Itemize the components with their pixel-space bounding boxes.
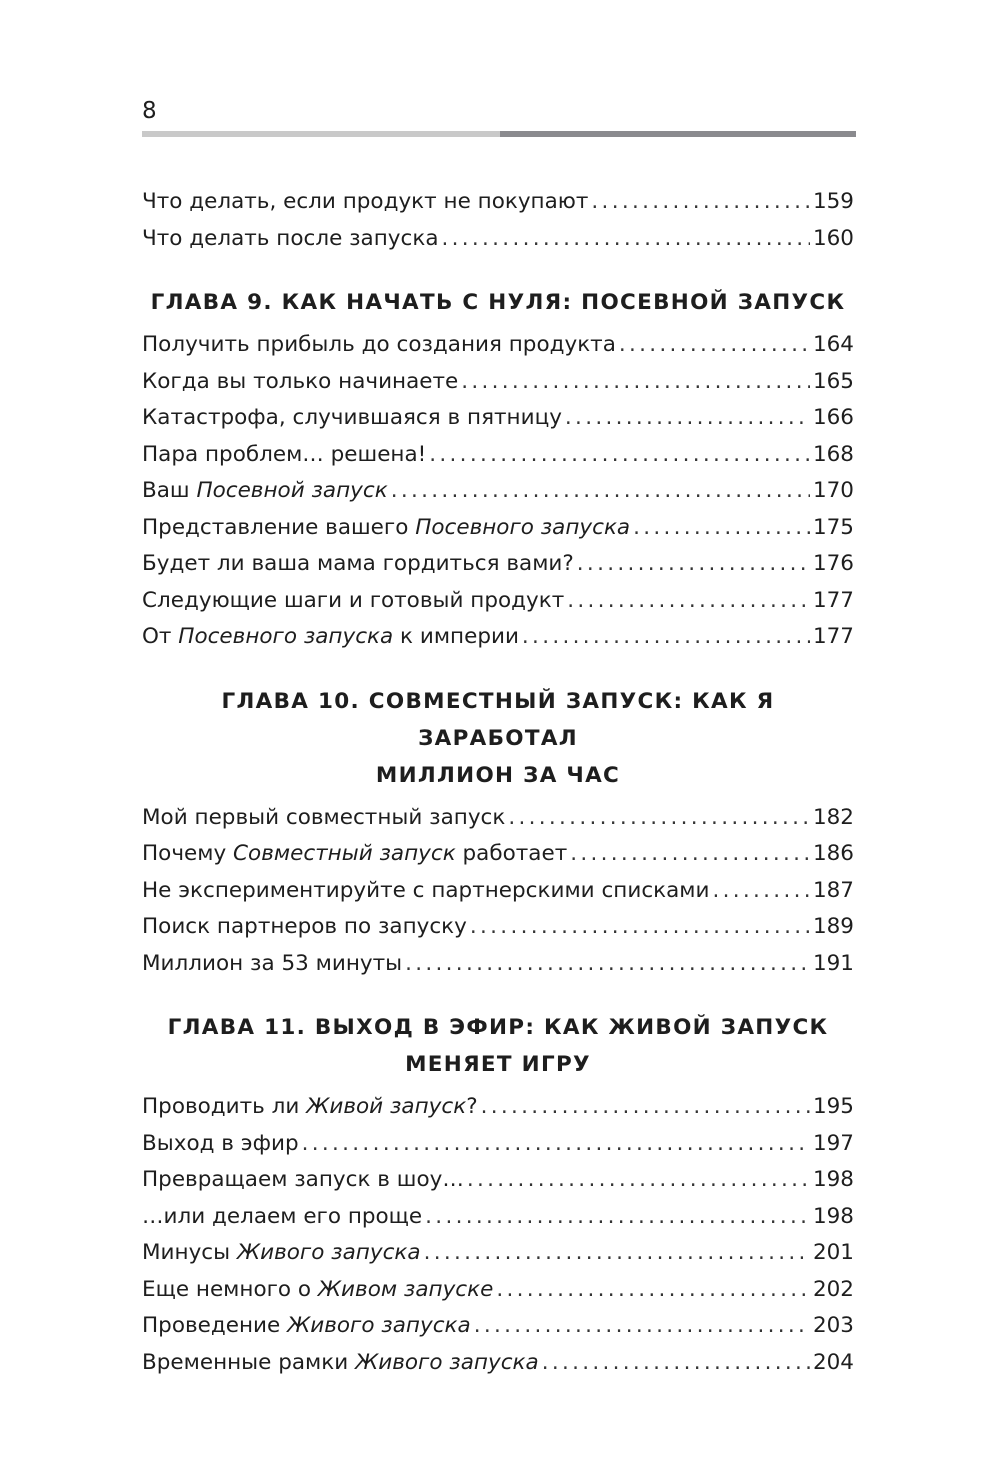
- toc-entry-title: [142, 400, 562, 437]
- toc-entry-page: 160: [812, 225, 854, 251]
- toc-entry: [142, 546, 854, 583]
- chapter-heading-line: МЕНЯЕТ ИГРУ: [405, 1052, 591, 1077]
- chapter-heading: [142, 284, 854, 321]
- toc-entry-page: 204: [812, 1349, 854, 1375]
- chapter-heading-line: ГЛАВА 10. СОВМЕСТНЫЙ ЗАПУСК: КАК Я ЗАРАБОТАЛ: [221, 688, 775, 751]
- toc-entry-page: 170: [812, 478, 854, 503]
- toc-entry-page: 191: [812, 950, 854, 976]
- toc-entry: [142, 1126, 854, 1163]
- toc-entry-title-text: Получить прибыль до создания продукта: [142, 332, 616, 357]
- toc-entry-title: [142, 184, 588, 221]
- toc-entry-title-italic: Живой запуск: [306, 1094, 467, 1119]
- toc-entry-title-text: …или делаем его проще: [142, 1203, 423, 1229]
- toc-entry-title: [142, 364, 458, 401]
- toc-entry-page: 182: [812, 804, 854, 830]
- toc-entry-title-text: Будет ли ваша мама гордиться вами?: [142, 551, 574, 576]
- header-rule-dark-segment: [500, 131, 856, 137]
- header-rule-light-segment: [142, 131, 500, 137]
- dot-leader: [496, 1272, 810, 1309]
- toc-entry: [142, 437, 854, 474]
- dot-leader: [474, 1308, 810, 1345]
- toc-entry-page: 165: [812, 368, 854, 394]
- toc-entry-title: [142, 909, 467, 946]
- toc-entry-title-text: Проведение: [142, 1313, 288, 1338]
- chapter-heading-line: ГЛАВА 9. КАК НАЧАТЬ С НУЛЯ: ПОСЕВНОЙ ЗАПУСК: [150, 290, 846, 315]
- toc-entry-title-text: Мой первый совместный запуск: [142, 804, 506, 830]
- toc-entry: [142, 1199, 854, 1236]
- toc-entry: [142, 327, 854, 364]
- toc-entry: [142, 836, 854, 873]
- toc-entry-title-text: работает: [455, 841, 568, 866]
- dot-leader: [633, 510, 810, 547]
- toc-entry-title-text: Еще немного о: [142, 1276, 318, 1302]
- table-of-contents: [142, 184, 854, 1381]
- dot-leader: [619, 327, 810, 364]
- toc-entry-title-italic: Посевного запуска: [415, 514, 631, 540]
- toc-entry: [142, 1272, 854, 1309]
- dot-leader: [591, 184, 810, 221]
- toc-entry-title: [142, 873, 710, 910]
- toc-entry-title: [142, 1235, 421, 1272]
- toc-entry-title: [142, 473, 388, 510]
- toc-entry-page: 187: [812, 877, 854, 903]
- toc-entry: [142, 1308, 854, 1345]
- toc-entry-title: [142, 510, 630, 547]
- toc-entry-title-italic: Живого запуска: [236, 1240, 421, 1265]
- toc-entry: [142, 510, 854, 547]
- toc-entry-page: 159: [812, 189, 854, 214]
- toc-entry: [142, 873, 854, 910]
- dot-leader: [467, 1162, 810, 1199]
- toc-entry: [142, 946, 854, 983]
- toc-entry-page: 203: [812, 1313, 854, 1338]
- toc-entry-title: [142, 1345, 539, 1382]
- toc-entry-page: 164: [812, 332, 854, 357]
- chapter-heading: [142, 683, 854, 794]
- toc-entry-title-text: Представление вашего: [142, 514, 416, 540]
- dot-leader: [565, 400, 810, 437]
- toc-entry-title-italic: Совместный запуск: [233, 841, 456, 866]
- toc-entry-page: 176: [812, 551, 854, 576]
- toc-entry-page: 189: [812, 914, 854, 939]
- toc-entry-title: [142, 800, 505, 837]
- toc-entry-page: 166: [812, 405, 854, 430]
- toc-entry-title-italic: Живом запуске: [317, 1276, 494, 1302]
- toc-entry-title-text: Не экспериментируйте с партнерскими списками: [142, 877, 710, 903]
- toc-entry-page: 177: [812, 587, 854, 613]
- dot-leader: [470, 909, 810, 946]
- toc-entry-title: [142, 1199, 422, 1236]
- toc-entry-title: [142, 1272, 493, 1309]
- toc-entry: [142, 473, 854, 510]
- toc-entry-page: 168: [812, 441, 854, 467]
- toc-entry-title-text: к империи: [393, 624, 519, 649]
- dot-leader: [302, 1126, 810, 1163]
- toc-entry-page: 197: [812, 1130, 854, 1156]
- dot-leader: [425, 1199, 810, 1236]
- dot-leader: [391, 473, 810, 510]
- toc-entry-title-italic: Посевной запуск: [196, 478, 388, 503]
- toc-entry-title: [142, 619, 519, 656]
- dot-leader: [405, 946, 810, 983]
- toc-entry: [142, 1162, 854, 1199]
- toc-entry-title-italic: Посевного запуска: [178, 624, 394, 649]
- toc-entry: [142, 221, 854, 258]
- toc-entry-title: [142, 327, 616, 364]
- toc-entry-title-text: Временные рамки: [142, 1349, 356, 1375]
- toc-entry: [142, 619, 854, 656]
- toc-entry-page: 202: [812, 1276, 854, 1302]
- toc-entry-title-italic: Живого запуска: [355, 1349, 539, 1375]
- dot-leader: [481, 1089, 810, 1126]
- toc-entry: [142, 800, 854, 837]
- toc-entry-title: [142, 546, 574, 583]
- toc-entry-title: [142, 221, 439, 258]
- toc-entry-title: [142, 946, 402, 983]
- dot-leader: [577, 546, 810, 583]
- toc-entry-page: 195: [812, 1094, 854, 1119]
- toc-entry: [142, 1345, 854, 1382]
- toc-entry: [142, 400, 854, 437]
- dot-leader: [442, 221, 810, 258]
- toc-entry-title-text: Почему: [142, 841, 234, 866]
- dot-leader: [461, 364, 810, 401]
- toc-entry-title-text: От: [142, 624, 179, 649]
- toc-entry: [142, 184, 854, 221]
- toc-entry-title-text: Катастрофа, случившаяся в пятницу: [142, 405, 562, 430]
- toc-entry-title-text: Минусы: [142, 1240, 237, 1265]
- toc-entry-title-text: Когда вы только начинаете: [142, 368, 459, 394]
- dot-leader: [522, 619, 810, 656]
- toc-entry-title-text: Следующие шаги и готовый продукт: [142, 587, 565, 613]
- toc-entry-page: 198: [812, 1167, 854, 1192]
- toc-entry-title-text: Выход в эфир: [142, 1130, 299, 1156]
- dot-leader: [567, 583, 810, 620]
- dot-leader: [429, 437, 810, 474]
- toc-entry-page: 198: [812, 1203, 854, 1229]
- dot-leader: [542, 1345, 810, 1382]
- chapter-heading: [142, 1009, 854, 1083]
- toc-entry: [142, 909, 854, 946]
- chapter-heading-line: МИЛЛИОН ЗА ЧАС: [375, 762, 621, 788]
- chapter-heading-line: ГЛАВА 11. ВЫХОД В ЭФИР: КАК ЖИВОЙ ЗАПУСК: [167, 1015, 829, 1040]
- toc-entry-title-text: Поиск партнеров по запуску: [142, 914, 467, 939]
- page-number: 8: [142, 98, 157, 124]
- toc-entry-title-text: Что делать, если продукт не покупают: [142, 189, 589, 214]
- dot-leader: [424, 1235, 810, 1272]
- toc-entry-title: [142, 1308, 471, 1345]
- toc-entry-title-text: ?: [466, 1094, 478, 1119]
- toc-entry-title-text: Пара проблем… решена!: [142, 441, 427, 467]
- toc-entry-title: [142, 836, 567, 873]
- toc-entry-page: 201: [812, 1240, 854, 1265]
- toc-entry-title-text: Проводить ли: [142, 1094, 307, 1119]
- dot-leader: [570, 836, 810, 873]
- toc-entry-page: 186: [812, 841, 854, 866]
- dot-leader: [713, 873, 810, 910]
- toc-entry-title: [142, 437, 426, 474]
- dot-leader: [508, 800, 810, 837]
- toc-entry-title: [142, 1126, 299, 1163]
- toc-entry-title-italic: Живого запуска: [287, 1313, 471, 1338]
- toc-entry: [142, 364, 854, 401]
- toc-entry-page: 177: [812, 624, 854, 649]
- toc-entry: [142, 583, 854, 620]
- toc-entry-title-text: Что делать после запуска: [142, 225, 439, 251]
- toc-entry: [142, 1089, 854, 1126]
- toc-entry-title: [142, 1162, 464, 1199]
- toc-entry-title-text: Ваш: [142, 478, 197, 503]
- toc-entry-page: 175: [812, 514, 854, 540]
- toc-entry-title: [142, 583, 564, 620]
- toc-entry: [142, 1235, 854, 1272]
- toc-entry-title-text: Превращаем запуск в шоу…: [142, 1167, 464, 1192]
- toc-entry-title-text: Миллион за 53 минуты: [142, 950, 403, 976]
- toc-entry-title: [142, 1089, 478, 1126]
- header-rule: [142, 131, 856, 137]
